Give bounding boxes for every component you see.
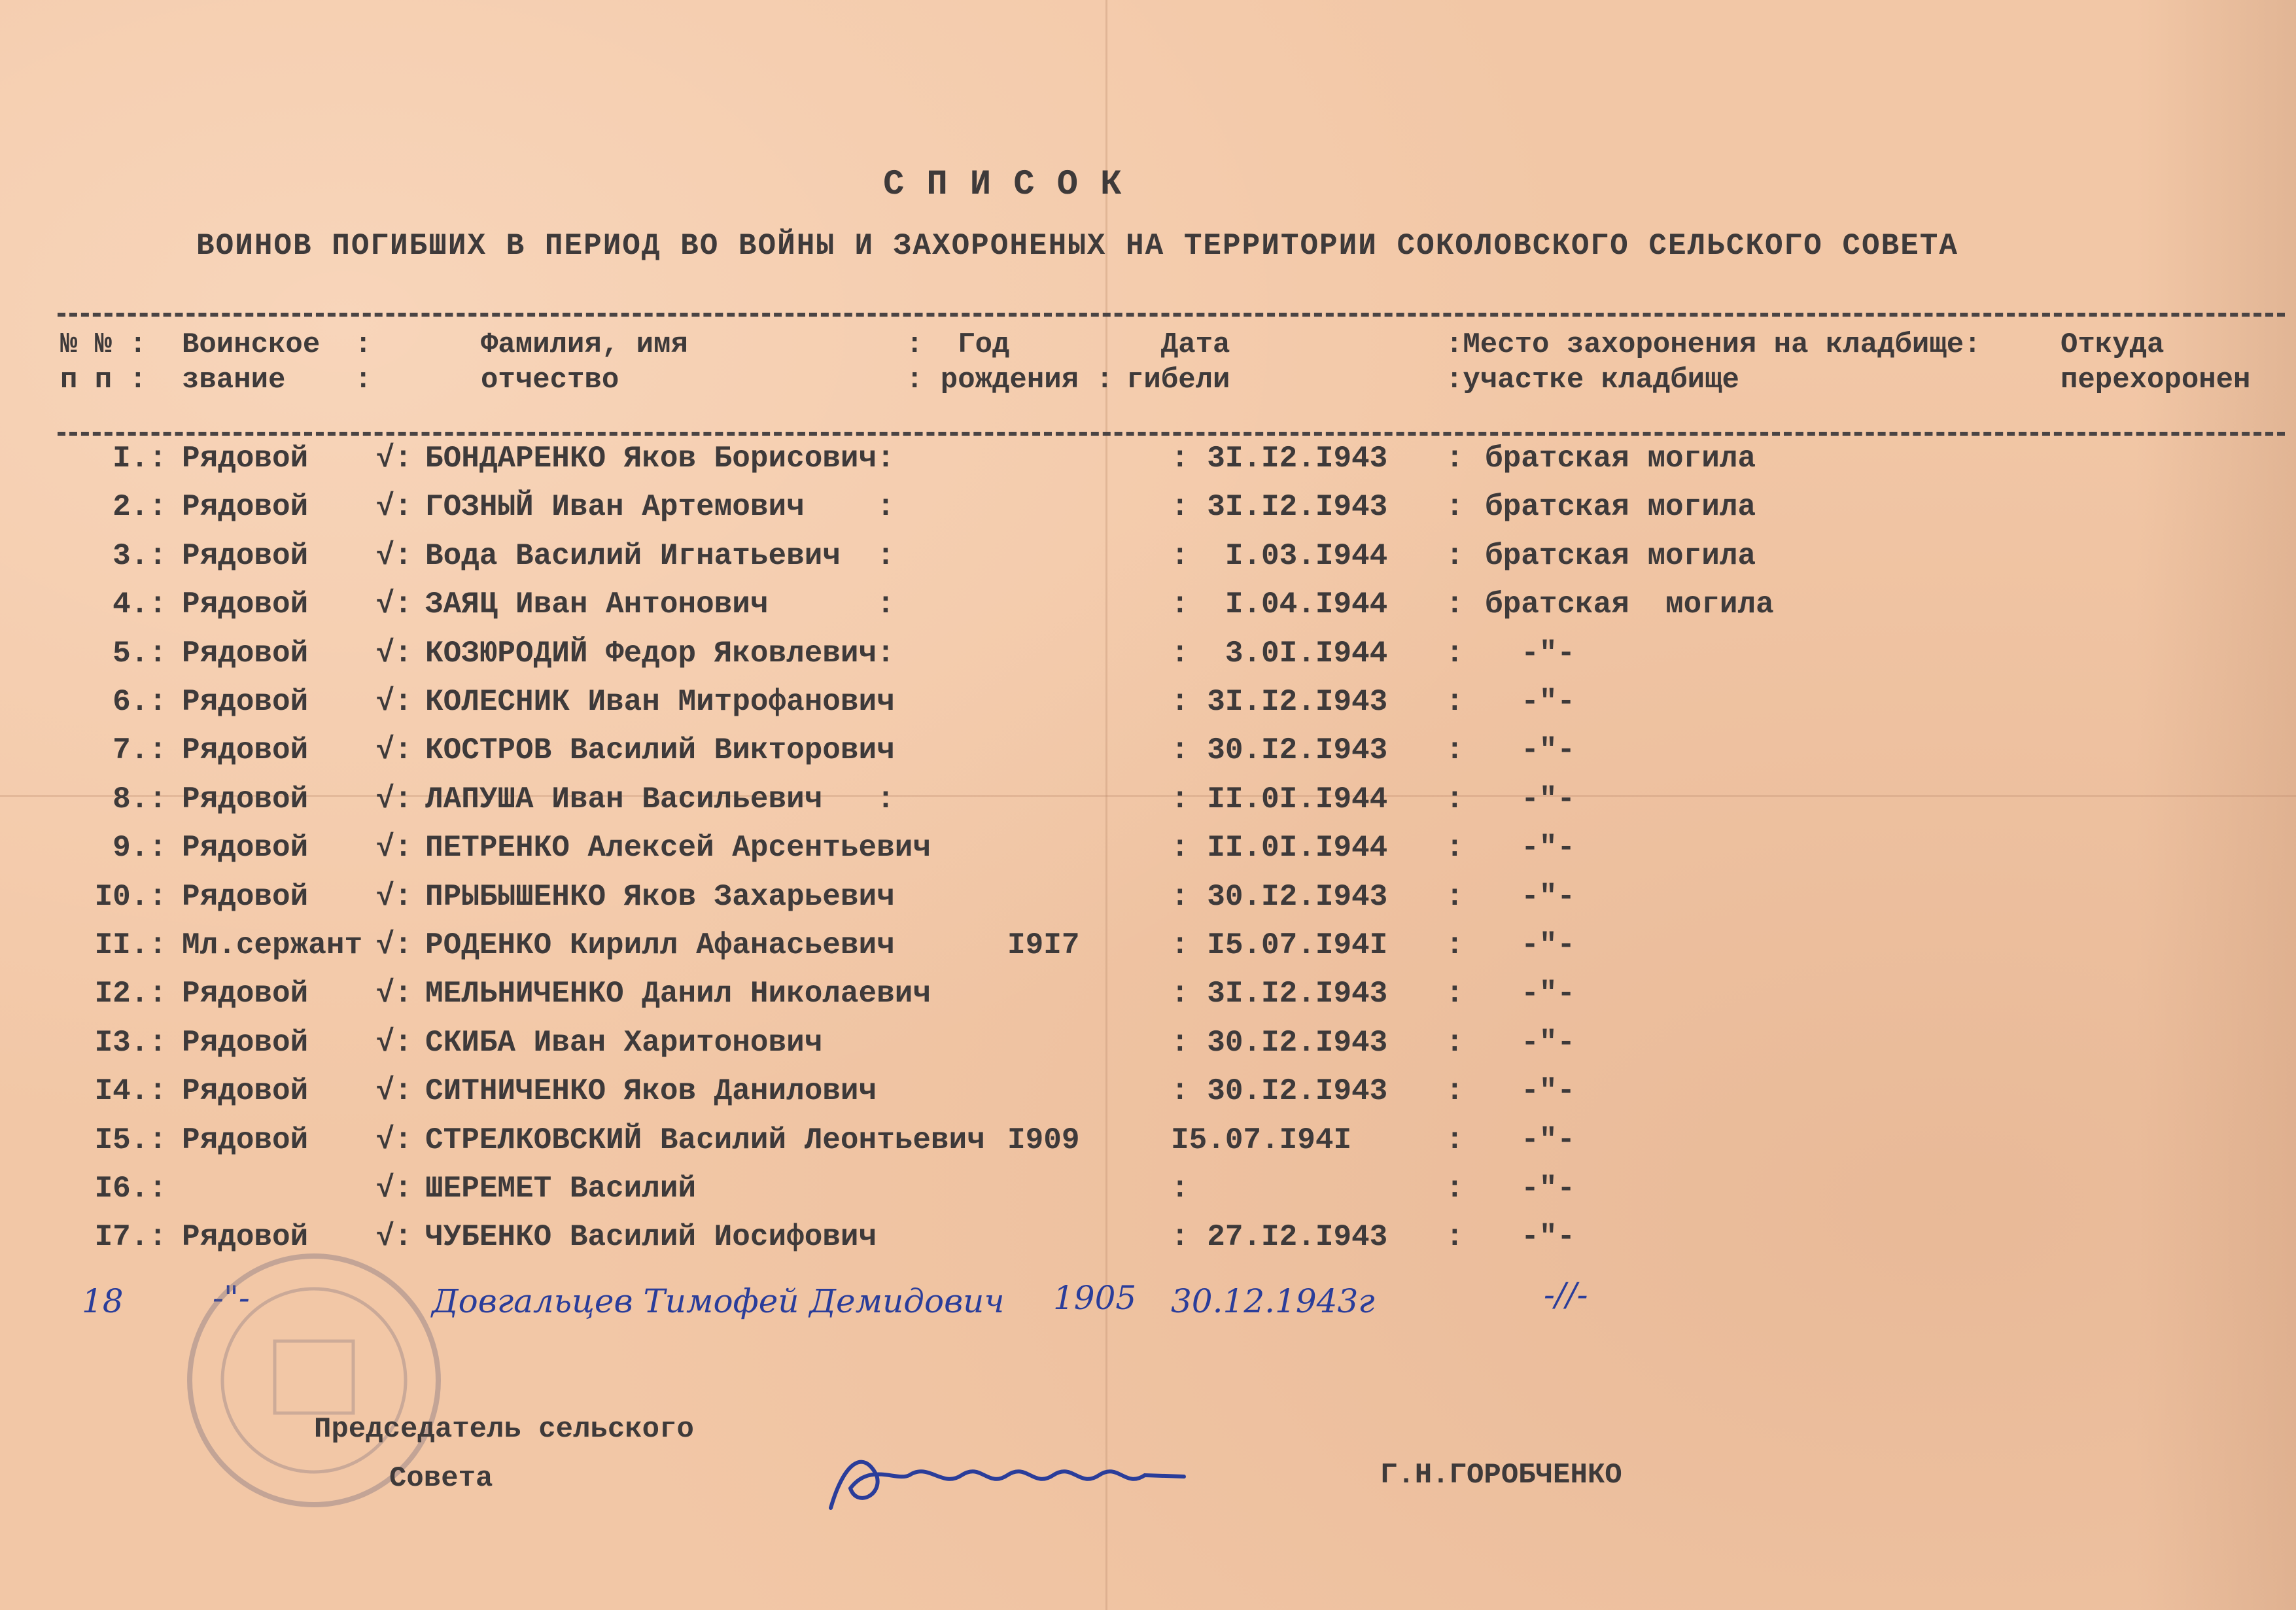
row-rank: Рядовой bbox=[182, 879, 309, 914]
table-row bbox=[0, 1172, 2296, 1220]
row-full-name: ШЕРЕМЕТ Василий bbox=[425, 1172, 697, 1206]
row-death-date: : 3I.I2.I943 bbox=[1171, 977, 1388, 1011]
header-rank: Воинское : звание : bbox=[182, 328, 372, 396]
chairman-position-line1: Председатель сельского bbox=[314, 1413, 694, 1446]
chairman-position-line2: Совета bbox=[389, 1462, 493, 1495]
row-check-mark: √: bbox=[376, 733, 413, 768]
table-row bbox=[0, 880, 2296, 928]
row-rank: Рядовой bbox=[182, 1025, 309, 1060]
row-number: I7.: bbox=[94, 1220, 167, 1255]
row-check-mark: √: bbox=[376, 928, 413, 962]
row-number: 2.: bbox=[113, 490, 167, 525]
table-row bbox=[0, 637, 2296, 685]
row-rank: Рядовой bbox=[182, 442, 309, 476]
row-rank: Рядовой bbox=[182, 587, 309, 622]
row-separator: : bbox=[1446, 538, 1464, 573]
row-death-date: I5.07.I94I bbox=[1171, 1123, 1352, 1157]
document-title: СПИСОК bbox=[883, 165, 1144, 205]
table-row bbox=[0, 782, 2296, 831]
row-number: I3.: bbox=[94, 1025, 167, 1060]
row-death-date: : 30.I2.I943 bbox=[1171, 1074, 1388, 1109]
row-burial-place: -"- bbox=[1485, 733, 1576, 768]
row-check-mark: √: bbox=[376, 1220, 413, 1255]
row-number: 9.: bbox=[113, 831, 167, 866]
row-check-mark: √: bbox=[376, 1123, 413, 1157]
row-full-name: КОСТРОВ Василий Викторович bbox=[425, 733, 895, 768]
row-birth-year: I909 bbox=[1007, 1123, 1080, 1157]
row-rank: Рядовой bbox=[182, 782, 309, 816]
row-check-mark: √: bbox=[376, 1025, 413, 1060]
row-number: 6.: bbox=[113, 685, 167, 719]
row-check-mark: √: bbox=[376, 977, 413, 1011]
row-check-mark: √: bbox=[376, 1074, 413, 1109]
row-separator: : bbox=[1446, 1172, 1464, 1206]
row-burial-place: -"- bbox=[1485, 1123, 1576, 1157]
row-burial-place: -"- bbox=[1485, 977, 1576, 1011]
row-check-mark: √: bbox=[376, 685, 413, 719]
row-burial-place: -"- bbox=[1485, 879, 1576, 914]
row-check-mark: √: bbox=[376, 442, 413, 476]
row-rank: Рядовой bbox=[182, 1074, 309, 1109]
row-check-mark: √: bbox=[376, 879, 413, 914]
row-death-date: : II.0I.I944 bbox=[1171, 782, 1388, 816]
row-death-date: : bbox=[1171, 1172, 1189, 1206]
row-full-name: СКИБА Иван Харитонович bbox=[425, 1025, 823, 1060]
row-death-date: : 30.I2.I943 bbox=[1171, 1025, 1388, 1060]
row-burial-place: -"- bbox=[1485, 636, 1576, 671]
table-row bbox=[0, 977, 2296, 1025]
row-full-name: ПЕТРЕНКО Алексей Арсентьевич bbox=[425, 831, 931, 866]
row-number: 3.: bbox=[113, 538, 167, 573]
row-separator: : bbox=[1446, 490, 1464, 525]
row-death-date: : 3I.I2.I943 bbox=[1171, 490, 1388, 525]
header-origin: Откуда перехоронен bbox=[2061, 328, 2251, 396]
row-full-name: ПРЫБЫШЕНКО Яков Захарьевич bbox=[425, 879, 895, 914]
table-row bbox=[0, 928, 2296, 977]
header-bottom-rule bbox=[58, 432, 2285, 436]
handwritten-num: 18 bbox=[82, 1282, 124, 1320]
row-burial-place: братская могила bbox=[1485, 490, 1756, 525]
header-name: Фамилия, имя отчество bbox=[481, 328, 688, 396]
row-number: 7.: bbox=[113, 733, 167, 768]
row-separator: : bbox=[1446, 587, 1464, 622]
row-death-date: : 3I.I2.I943 bbox=[1171, 685, 1388, 719]
row-full-name: МЕЛЬНИЧЕНКО Данил Николаевич bbox=[425, 977, 931, 1011]
handwritten-year: 1905 bbox=[1053, 1279, 1137, 1317]
row-burial-place: -"- bbox=[1485, 1025, 1576, 1060]
row-number: I2.: bbox=[94, 977, 167, 1011]
row-rank: Рядовой bbox=[182, 1220, 309, 1255]
row-separator: : bbox=[1446, 977, 1464, 1011]
row-rank: Рядовой bbox=[182, 636, 309, 671]
row-number: I6.: bbox=[94, 1172, 167, 1206]
table-row bbox=[0, 685, 2296, 733]
row-death-date: : I5.07.I94I bbox=[1171, 928, 1388, 962]
row-number: I4.: bbox=[94, 1074, 167, 1109]
row-separator: : bbox=[1446, 442, 1464, 476]
table-row bbox=[0, 1074, 2296, 1123]
handwritten-name: Довгальцев Тимофей Демидович bbox=[432, 1282, 1005, 1320]
table-row bbox=[0, 539, 2296, 587]
row-rank: Рядовой bbox=[182, 538, 309, 573]
row-separator: : bbox=[1446, 1123, 1464, 1157]
row-burial-place: братская могила bbox=[1485, 442, 1756, 476]
row-separator: : bbox=[1446, 685, 1464, 719]
table-row bbox=[0, 587, 2296, 636]
row-full-name: ГОЗНЫЙ Иван Артемович : bbox=[425, 490, 895, 525]
row-rank: Рядовой bbox=[182, 733, 309, 768]
row-burial-place: -"- bbox=[1485, 928, 1576, 962]
row-full-name: Вода Василий Игнатьевич : bbox=[425, 538, 895, 573]
row-full-name: ЧУБЕНКО Василий Иосифович bbox=[425, 1220, 877, 1255]
row-burial-place: -"- bbox=[1485, 782, 1576, 816]
table-row bbox=[0, 831, 2296, 879]
row-full-name: СТРЕЛКОВСКИЙ Василий Леонтьевич bbox=[425, 1123, 985, 1157]
table-row bbox=[0, 442, 2296, 490]
handwritten-date: 30.12.1943г bbox=[1171, 1282, 1375, 1320]
row-full-name: БОНДАРЕНКО Яков Борисович: bbox=[425, 442, 895, 476]
header-burial: :Место захоронения на кладбище: :участке кладбище bbox=[1446, 328, 1981, 396]
row-separator: : bbox=[1446, 831, 1464, 866]
row-rank: Рядовой bbox=[182, 831, 309, 866]
table-row bbox=[0, 1123, 2296, 1172]
row-number: II.: bbox=[94, 928, 167, 962]
row-death-date: : 3I.I2.I943 bbox=[1171, 442, 1388, 476]
row-separator: : bbox=[1446, 1220, 1464, 1255]
row-check-mark: √: bbox=[376, 490, 413, 525]
row-rank: Рядовой bbox=[182, 490, 309, 525]
row-separator: : bbox=[1446, 928, 1464, 962]
row-burial-place: -"- bbox=[1485, 685, 1576, 719]
row-death-date: : II.0I.I944 bbox=[1171, 831, 1388, 866]
handwritten-signature bbox=[818, 1436, 1223, 1521]
row-separator: : bbox=[1446, 1025, 1464, 1060]
row-rank: Мл.сержант bbox=[182, 928, 363, 962]
row-burial-place: -"- bbox=[1485, 1074, 1576, 1109]
row-rank: Рядовой bbox=[182, 685, 309, 719]
row-death-date: : 30.I2.I943 bbox=[1171, 879, 1388, 914]
row-full-name: СИТНИЧЕНКО Яков Данилович bbox=[425, 1074, 877, 1109]
row-rank: Рядовой bbox=[182, 977, 309, 1011]
row-separator: : bbox=[1446, 879, 1464, 914]
handwritten-burial: -//- bbox=[1544, 1276, 1588, 1314]
row-death-date: : I.04.I944 bbox=[1171, 587, 1388, 622]
table-row bbox=[0, 490, 2296, 538]
row-rank: Рядовой bbox=[182, 1123, 309, 1157]
row-full-name: ЛАПУША Иван Васильевич : bbox=[425, 782, 895, 816]
header-top-rule bbox=[58, 313, 2285, 317]
row-burial-place: -"- bbox=[1485, 1172, 1576, 1206]
row-full-name: КОЛЕСНИК Иван Митрофанович bbox=[425, 685, 895, 719]
handwritten-rank: -"- bbox=[213, 1279, 250, 1317]
row-death-date: : 3.0I.I944 bbox=[1171, 636, 1388, 671]
row-number: 4.: bbox=[113, 587, 167, 622]
table-row bbox=[0, 1026, 2296, 1074]
row-burial-place: братская могила bbox=[1485, 587, 1774, 622]
row-burial-place: -"- bbox=[1485, 831, 1576, 866]
row-check-mark: √: bbox=[376, 831, 413, 866]
row-check-mark: √: bbox=[376, 587, 413, 622]
row-number: 5.: bbox=[113, 636, 167, 671]
header-date: Дата гибели bbox=[1126, 328, 1230, 396]
row-birth-year: I9I7 bbox=[1007, 928, 1080, 962]
row-full-name: КОЗЮРОДИЙ Федор Яковлевич: bbox=[425, 636, 895, 671]
row-death-date: : 30.I2.I943 bbox=[1171, 733, 1388, 768]
row-number: 8.: bbox=[113, 782, 167, 816]
row-separator: : bbox=[1446, 782, 1464, 816]
row-full-name: ЗАЯЦ Иван Антонович : bbox=[425, 587, 895, 622]
header-num: № № : п п : bbox=[60, 328, 147, 396]
row-burial-place: -"- bbox=[1485, 1220, 1576, 1255]
row-death-date: : 27.I2.I943 bbox=[1171, 1220, 1388, 1255]
row-separator: : bbox=[1446, 733, 1464, 768]
row-full-name: РОДЕНКО Кирилл Афанасьевич bbox=[425, 928, 895, 962]
row-separator: : bbox=[1446, 636, 1464, 671]
row-number: I5.: bbox=[94, 1123, 167, 1157]
row-burial-place: братская могила bbox=[1485, 538, 1756, 573]
row-number: I0.: bbox=[94, 879, 167, 914]
chairman-name: Г.Н.ГОРОБЧЕНКО bbox=[1380, 1459, 1622, 1492]
table-row bbox=[0, 733, 2296, 782]
document-subtitle: ВОИНОВ ПОГИБШИХ В ПЕРИОД ВО ВОЙНЫ И ЗАХОРОНЕНЫХ НА ТЕРРИТОРИИ СОКОЛОВСКОГО СЕЛЬСКОГО СОВЕТА bbox=[196, 229, 1959, 263]
row-check-mark: √: bbox=[376, 636, 413, 671]
row-death-date: : I.03.I944 bbox=[1171, 538, 1388, 573]
header-year: : Год : рождения : bbox=[906, 328, 1113, 396]
row-separator: : bbox=[1446, 1074, 1464, 1109]
row-check-mark: √: bbox=[376, 1172, 413, 1206]
row-check-mark: √: bbox=[376, 782, 413, 816]
row-number: I.: bbox=[113, 442, 167, 476]
row-check-mark: √: bbox=[376, 538, 413, 573]
